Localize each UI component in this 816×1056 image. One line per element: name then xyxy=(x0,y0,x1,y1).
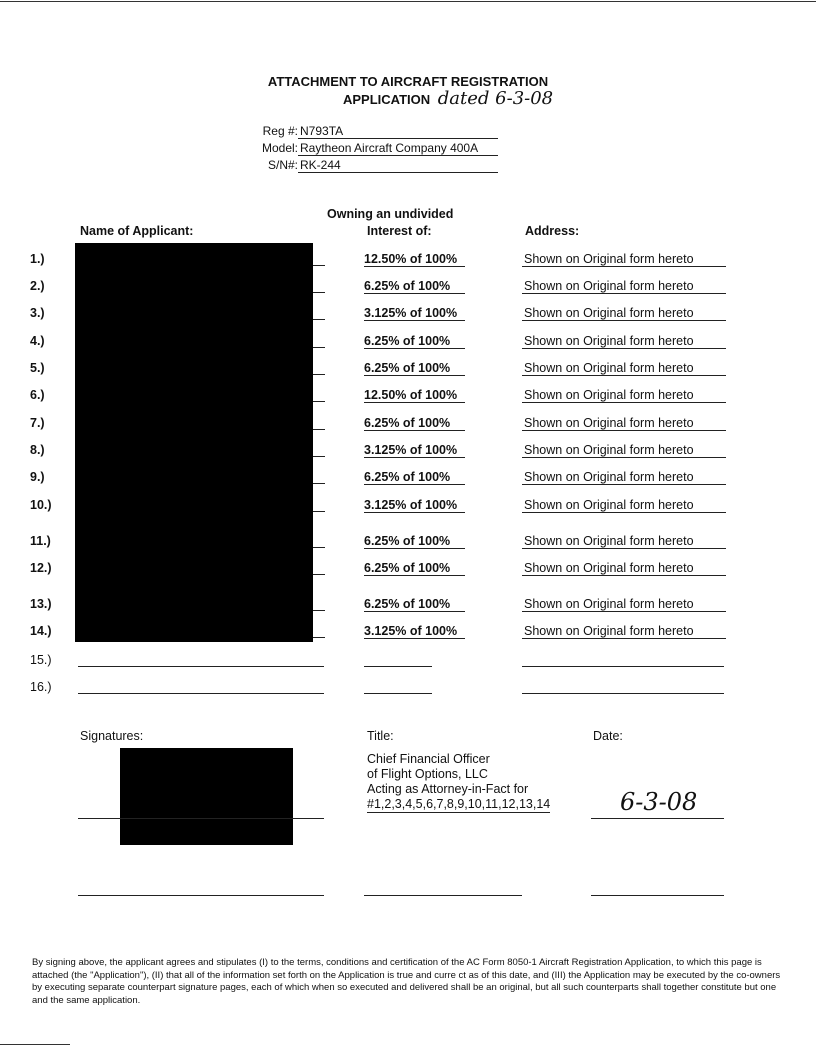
interest-value: 6.25% of 100% xyxy=(364,361,465,376)
blank-name-line xyxy=(78,693,324,694)
interest-header-line2: Interest of: xyxy=(367,224,432,238)
row-number: 1.) xyxy=(30,252,45,266)
signature-line xyxy=(78,818,324,819)
signer-title xyxy=(367,752,550,813)
name-line xyxy=(313,265,325,266)
date-label: Date: xyxy=(593,729,623,743)
scan-bottom-mark xyxy=(0,1044,70,1045)
name-line xyxy=(313,456,325,457)
name-line xyxy=(313,610,325,611)
interest-value: 6.25% of 100% xyxy=(364,279,465,294)
document-subtitle xyxy=(343,88,553,109)
row-number: 2.) xyxy=(30,279,45,293)
address-value: Shown on Original form hereto xyxy=(522,361,726,376)
date-line xyxy=(591,818,724,819)
title-line-1: Chief Financial Officer xyxy=(367,752,490,766)
row-number: 8.) xyxy=(30,443,45,457)
reg-label: Reg #: xyxy=(262,124,298,138)
name-line xyxy=(313,401,325,402)
name-header: Name of Applicant: xyxy=(80,224,194,238)
title-line-4: #1,2,3,4,5,6,7,8,9,10,11,12,13,14 xyxy=(367,797,551,811)
interest-value: 6.25% of 100% xyxy=(364,597,465,612)
address-value: Shown on Original form hereto xyxy=(522,470,726,485)
blank-name-line xyxy=(78,666,324,667)
row-number: 3.) xyxy=(30,306,45,320)
blank-interest-line xyxy=(364,693,432,694)
row-number: 4.) xyxy=(30,334,45,348)
subtitle-label: APPLICATION xyxy=(343,92,431,107)
interest-value: 3.125% of 100% xyxy=(364,498,465,513)
address-header: Address: xyxy=(525,224,580,238)
interest-value: 12.50% of 100% xyxy=(364,252,465,267)
row-number: 15.) xyxy=(30,653,52,667)
row-number: 6.) xyxy=(30,388,45,402)
name-line xyxy=(313,547,325,548)
address-value: Shown on Original form hereto xyxy=(522,279,726,294)
row-number: 5.) xyxy=(30,361,45,375)
sn-label: S/N#: xyxy=(267,158,298,172)
name-line xyxy=(313,347,325,348)
name-line xyxy=(313,637,325,638)
sn-value: RK-244 xyxy=(298,158,498,173)
address-value: Shown on Original form hereto xyxy=(522,388,726,403)
title-line-3: Acting as Attorney-in-Fact for xyxy=(367,782,529,796)
redacted-applicant-names xyxy=(75,243,313,642)
name-line xyxy=(313,483,325,484)
row-number: 16.) xyxy=(30,680,52,694)
name-line xyxy=(313,292,325,293)
model-label: Model: xyxy=(261,141,298,155)
address-value: Shown on Original form hereto xyxy=(522,416,726,431)
interest-value: 6.25% of 100% xyxy=(364,470,465,485)
name-line xyxy=(313,511,325,512)
name-line xyxy=(313,374,325,375)
interest-value: 6.25% of 100% xyxy=(364,534,465,549)
interest-value: 3.125% of 100% xyxy=(364,624,465,639)
row-number: 13.) xyxy=(30,597,52,611)
title-label: Title: xyxy=(367,729,394,743)
blank-address-line xyxy=(522,666,724,667)
address-value: Shown on Original form hereto xyxy=(522,334,726,349)
row-number: 10.) xyxy=(30,498,52,512)
interest-value: 12.50% of 100% xyxy=(364,388,465,403)
address-value: Shown on Original form hereto xyxy=(522,443,726,458)
legal-footer: By signing above, the applicant agrees and stipulates (I) to the terms, conditions and certification of the AC Form 8050-1 Aircraft Registration Application, to which this page is attached (the "Application"), (II) that all of the information set forth on the Application is true and curre ct as of this date, and (III) the Application may be executed by the co-owners by executing separate counterpart signature pages, each of which when so executed and delivered shall be an original, but all such counterparts shall together constitute but one and the same application. xyxy=(32,957,781,1006)
reg-value: N793TA xyxy=(298,124,498,139)
address-value: Shown on Original form hereto xyxy=(522,498,726,513)
document-title: ATTACHMENT TO AIRCRAFT REGISTRATION xyxy=(267,74,549,89)
interest-value: 6.25% of 100% xyxy=(364,561,465,576)
name-line xyxy=(313,429,325,430)
row-number: 11.) xyxy=(30,534,51,548)
blank-title-line-2 xyxy=(364,895,522,896)
redacted-signature xyxy=(120,748,293,845)
address-value: Shown on Original form hereto xyxy=(522,534,726,549)
handwritten-signature-date: 6-3-08 xyxy=(620,788,698,816)
address-value: Shown on Original form hereto xyxy=(522,306,726,321)
scan-top-border xyxy=(0,1,816,2)
row-number: 7.) xyxy=(30,416,45,430)
row-number: 12.) xyxy=(30,561,52,575)
name-line xyxy=(313,319,325,320)
interest-value: 3.125% of 100% xyxy=(364,306,465,321)
model-value: Raytheon Aircraft Company 400A xyxy=(298,141,498,156)
blank-date-line-2 xyxy=(591,895,724,896)
blank-interest-line xyxy=(364,666,432,667)
blank-signature-line-2 xyxy=(78,895,324,896)
interest-header-line1: Owning an undivided xyxy=(327,207,454,221)
handwritten-heading-date: dated 6-3-08 xyxy=(437,88,554,109)
interest-value: 6.25% of 100% xyxy=(364,416,465,431)
address-value: Shown on Original form hereto xyxy=(522,624,726,639)
signatures-label: Signatures: xyxy=(80,729,144,743)
interest-value: 3.125% of 100% xyxy=(364,443,465,458)
title-line-2: of Flight Options, LLC xyxy=(367,767,488,781)
interest-value: 6.25% of 100% xyxy=(364,334,465,349)
address-value: Shown on Original form hereto xyxy=(522,561,726,576)
name-line xyxy=(313,574,325,575)
blank-address-line xyxy=(522,693,724,694)
address-value: Shown on Original form hereto xyxy=(522,252,726,267)
row-number: 14.) xyxy=(30,624,52,638)
row-number: 9.) xyxy=(30,470,45,484)
address-value: Shown on Original form hereto xyxy=(522,597,726,612)
